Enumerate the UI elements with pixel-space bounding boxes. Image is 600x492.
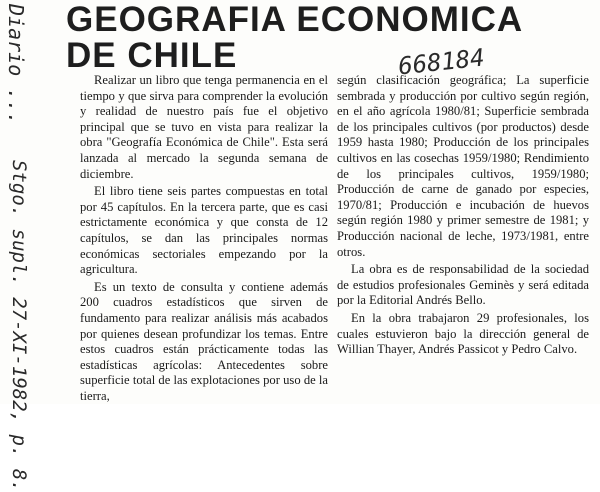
article-column-left bbox=[80, 73, 328, 406]
article-column-right bbox=[337, 73, 589, 360]
handwritten-source-note: Diario ... bbox=[4, 4, 28, 125]
paragraph: El libro tiene seis partes compuestas en total por 45 capítulos. En la tercera parte, que es casi estrictamente económica y que consta de 12 capítulos, se dan las principales normas económicas sectoriales empezando por la agricultura. bbox=[80, 184, 328, 277]
headline-line-1: GEOGRAFIA ECONOMICA bbox=[66, 0, 524, 39]
paragraph: En la obra trabajaron 29 profesionales, los cuales estuvieron bajo la dirección general de Willian Thayer, Andrés Passicot y Pedro Calvo. bbox=[337, 310, 589, 357]
handwritten-date-note: Stgo. supl. 27-XI-1982, p. 8. bbox=[8, 160, 30, 492]
paragraph: La obra es de responsabilidad de la sociedad de estudios profesionales Geminès y será editada por la Editorial Andrés Bello. bbox=[337, 262, 589, 308]
paragraph: Realizar un libro que tenga permanencia en el tiempo y que sirva para comprender la evolución y realidad de nuestro país fue el objetivo principal que se tuvo en vista para realizar la obra "Geografía Económica de Chile". Esta será lanzada al mercado la segunda semana de diciembre. bbox=[80, 73, 328, 181]
paragraph: Es un texto de consulta y contiene además 200 cuadros estadísticos que sirven de fundamento para realizar análisis más acabados por quienes desean profundizar los temas. Entre estos cuadros están prácticamente todas las estadísticas agrícolas: Antecedentes sobre superficie total de las explotaciones por uso de la tierra, bbox=[80, 279, 328, 403]
paragraph: según clasificación geográfica; La superficie sembrada y producción por cultivo según región, en el año agrícola 1980/81; Superficie sembrada de los principales cultivos (por productos) desde 1959 hasta 1980; Producción de los principales cultivos en las cosechas 1959/1980; Rendimiento de los principales cultivos, 1959/1980; Producción de carne de ganado por especies, 1970/81; Producción e incubación de huevos según región 1980 y primer semestre de 1981; y Producción nacional de leche, 1973/1981, entre otros. bbox=[337, 73, 589, 259]
headline-line-2: DE CHILE bbox=[66, 36, 238, 75]
handwritten-catalog-number: 668184 bbox=[396, 43, 486, 81]
